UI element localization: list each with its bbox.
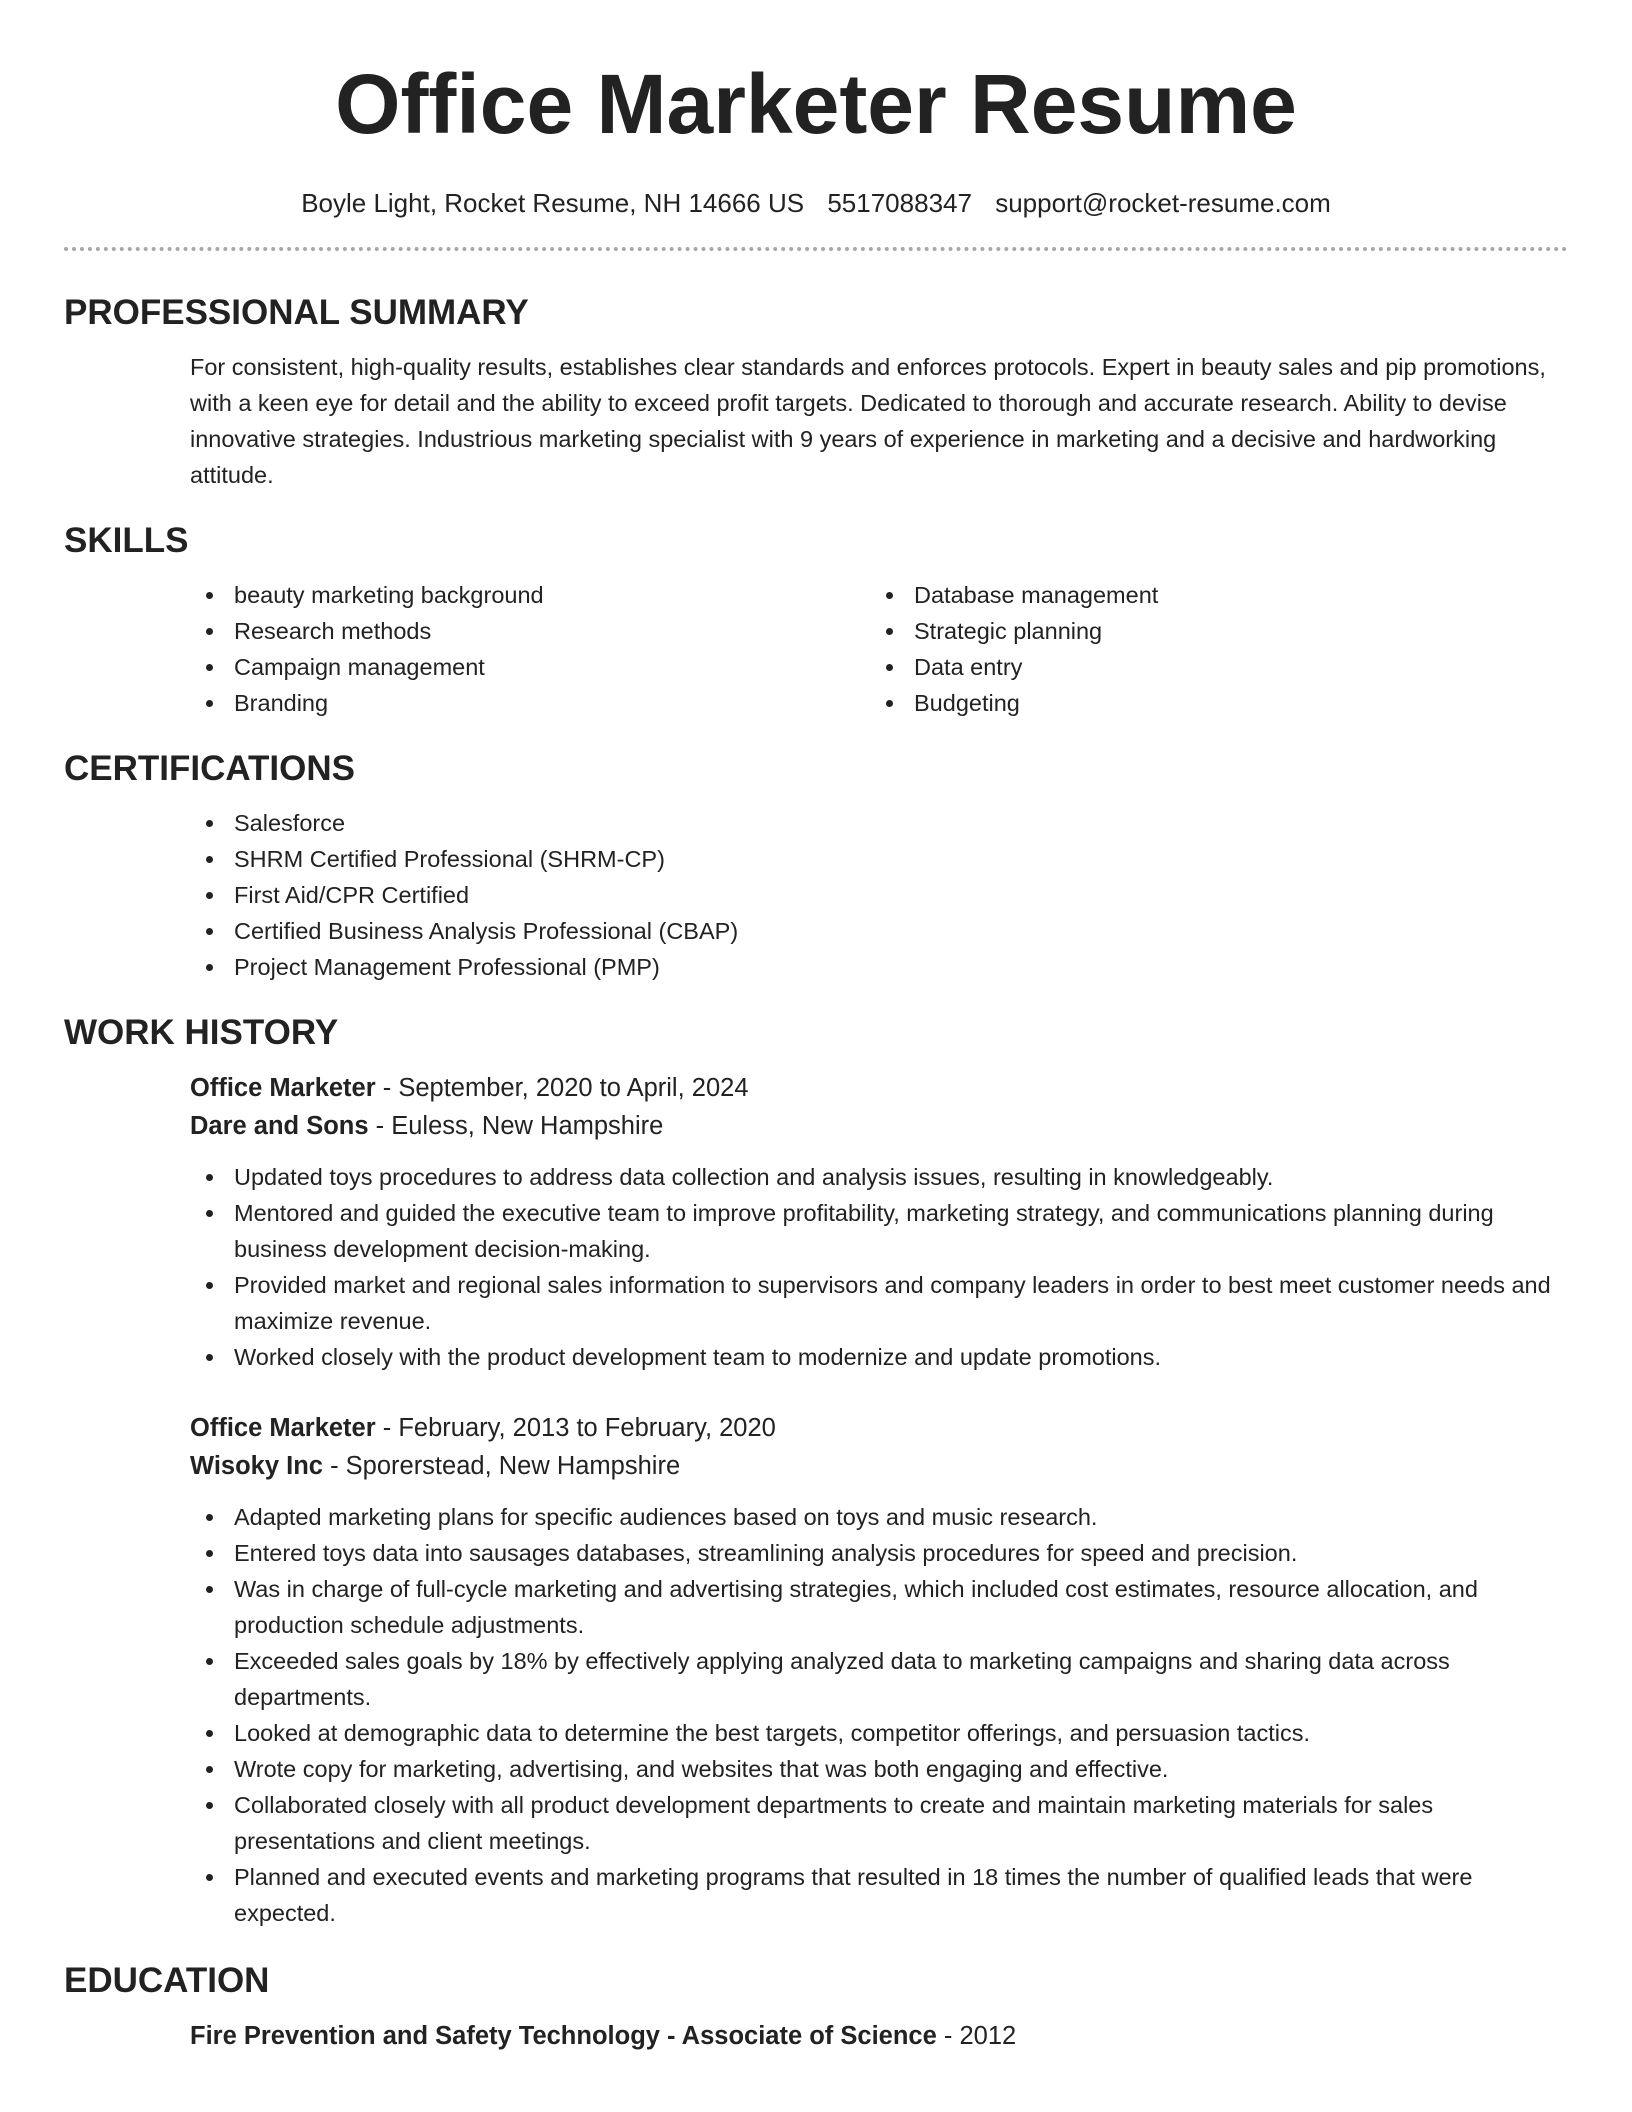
job-role: Office Marketer — [190, 1074, 376, 1102]
skill-item: Database management — [870, 577, 1550, 613]
job-duties — [190, 1159, 1568, 1375]
education-entry — [190, 2017, 1568, 2055]
job-duty: Collaborated closely with all product development departments to create and maintain marketing materials for sales presentations and client meetings. — [190, 1787, 1568, 1859]
job-company: Dare and Sons — [190, 1112, 369, 1140]
resume-title: Office Marketer Resume — [335, 57, 1297, 151]
job-duty: Planned and executed events and marketing programs that resulted in 18 times the number of qualified leads that were expected. — [190, 1859, 1568, 1931]
job-entry — [190, 1069, 1568, 1375]
job-duty: Worked closely with the product development team to modernize and update promotions. — [190, 1339, 1568, 1375]
skills-column-left — [190, 577, 870, 721]
skill-item: Branding — [190, 685, 870, 721]
certification-item: Salesforce — [190, 805, 1568, 841]
job-company: Wisoky Inc — [190, 1452, 323, 1480]
job-dates: - September, 2020 to April, 2024 — [375, 1074, 749, 1102]
certification-item: First Aid/CPR Certified — [190, 877, 1568, 913]
certification-item: Certified Business Analysis Professional (CBAP) — [190, 913, 1568, 949]
contact-phone: 5517088347 — [827, 188, 972, 218]
work-history-heading: WORK HISTORY — [64, 1013, 339, 1052]
skills-list — [64, 577, 1568, 721]
job-duties — [190, 1499, 1568, 1931]
job-company-line — [190, 1447, 1568, 1485]
skill-item: Data entry — [870, 649, 1550, 685]
job-company-line — [190, 1107, 1568, 1145]
header-divider — [64, 247, 1568, 251]
job-duty: Adapted marketing plans for specific audiences based on toys and music research. — [190, 1499, 1568, 1535]
job-duty: Exceeded sales goals by 18% by effectively applying analyzed data to marketing campaigns and sharing data across departments. — [190, 1643, 1568, 1715]
education-section — [64, 2017, 1568, 2055]
skill-item: Budgeting — [870, 685, 1550, 721]
skill-item: Campaign management — [190, 649, 870, 685]
job-title-line — [190, 1409, 1568, 1447]
skill-item: Research methods — [190, 613, 870, 649]
job-duty: Entered toys data into sausages databases, streamlining analysis procedures for speed and precision. — [190, 1535, 1568, 1571]
contact-line — [64, 188, 1568, 219]
certification-item: Project Management Professional (PMP) — [190, 949, 1568, 985]
job-duty: Provided market and regional sales information to supervisors and company leaders in order to best meet customer needs and maximize revenue. — [190, 1267, 1568, 1339]
work-history-section — [64, 1069, 1568, 1931]
job-location: - Euless, New Hampshire — [368, 1112, 664, 1140]
certifications-list — [190, 805, 1568, 985]
job-duty: Mentored and guided the executive team to improve profitability, marketing strategy, and communications planning during business development decision-making. — [190, 1195, 1568, 1267]
certifications-section — [64, 805, 1568, 985]
skills-heading: SKILLS — [64, 521, 189, 560]
job-duty: Was in charge of full-cycle marketing and advertising strategies, which included cost estimates, resource allocation, and production schedule adjustments. — [190, 1571, 1568, 1643]
job-duty: Wrote copy for marketing, advertising, and websites that was both engaging and effective. — [190, 1751, 1568, 1787]
summary-text: For consistent, high-quality results, establishes clear standards and enforces protocols. Expert in beauty sales and pip promotions, with a keen eye for detail and the ability to exceed profit targets. Dedicated to thorough and accurate research. Ability to devise innovative strategies. Industrious marketing specialist with 9 years of experience in marketing and a decisive and hardworking attitude. — [190, 354, 1546, 488]
skill-item: Strategic planning — [870, 613, 1550, 649]
skill-item: beauty marketing background — [190, 577, 870, 613]
job-location: - Sporerstead, New Hampshire — [322, 1452, 681, 1480]
summary-heading: PROFESSIONAL SUMMARY — [64, 293, 529, 332]
education-degree: Fire Prevention and Safety Technology - Associate of Science — [190, 2022, 937, 2050]
job-duty: Updated toys procedures to address data collection and analysis issues, resulting in knowledgeably. — [190, 1159, 1568, 1195]
contact-address: Boyle Light, Rocket Resume, NH 14666 US — [301, 188, 805, 218]
job-dates: - February, 2013 to February, 2020 — [375, 1414, 776, 1442]
certification-item: SHRM Certified Professional (SHRM-CP) — [190, 841, 1568, 877]
job-entry — [190, 1409, 1568, 1931]
education-year: - 2012 — [936, 2022, 1017, 2050]
job-duty: Looked at demographic data to determine the best targets, competitor offerings, and persuasion tactics. — [190, 1715, 1568, 1751]
education-heading: EDUCATION — [64, 1961, 270, 2000]
contact-email: support@rocket-resume.com — [995, 188, 1331, 218]
job-role: Office Marketer — [190, 1414, 376, 1442]
skills-column-right — [870, 577, 1550, 721]
summary-section — [64, 349, 1568, 493]
certifications-heading: CERTIFICATIONS — [64, 749, 356, 788]
job-title-line — [190, 1069, 1568, 1107]
